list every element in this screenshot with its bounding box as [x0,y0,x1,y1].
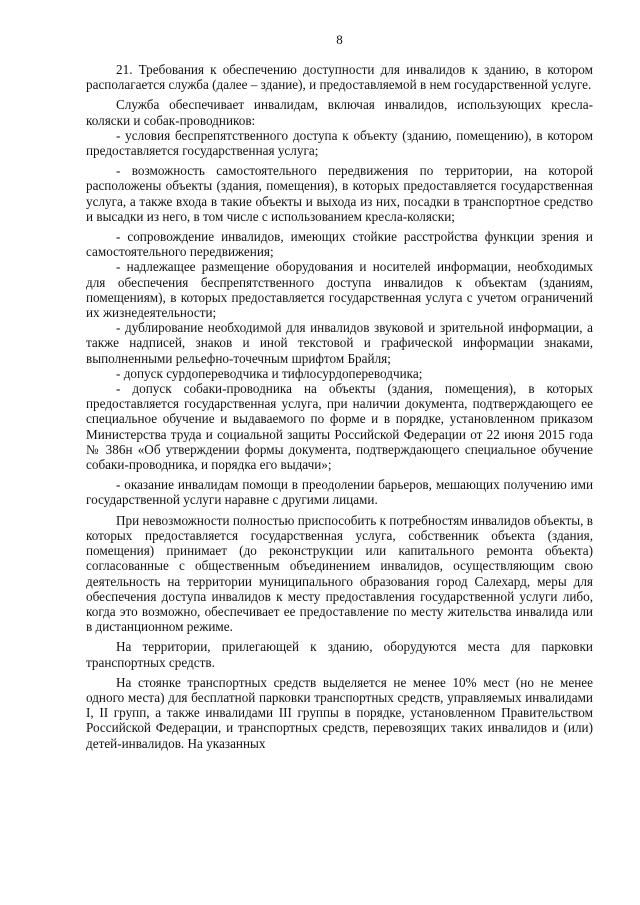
paragraph-service-provides: Служба обеспечивает инвалидам, включая инвалидов, использующих кресла-коляски и собак-проводников: [86,97,593,128]
paragraph-impossibility: При невозможности полностью приспособить к потребностям инвалидов объекты, в которых предоставляется государственная услуга, собственник объекта (здания, помещения) принимает (до реконструкции или капитального ремонта объекта) согласованные с общественным объединением инвалидов, осуществляющим свою деятельность на территории муниципального образования город Салехард, меры для обеспечения доступа инвалидов к месту предоставления государственной услуги либо, когда это возможно, обеспечивает ее предоставление по месту жительства инвалида или в дистанционном режиме. [86,512,593,635]
document-body [86,62,593,751]
list-item: - надлежащее размещение оборудования и носителей информации, необходимых для обеспечения беспрепятственного доступа инвалидов к объектам (зданиям, помещениям), в которых предоставляется государственная услуга с учетом ограничений их жизнедеятельности; [86,259,593,321]
paragraph-parking-territory: На территории, прилегающей к зданию, оборудуются места для парковки транспортных средств. [86,639,593,670]
list-item: - сопровождение инвалидов, имеющих стойкие расстройства функции зрения и самостоятельного передвижения; [86,229,593,260]
page-number: 8 [336,32,343,47]
list-item: - оказание инвалидам помощи в преодолении барьеров, мешающих получению ими государственной услуги наравне с другими лицами. [86,477,593,508]
list-item: - условия беспрепятственного доступа к объекту (зданию, помещению), в котором предоставляется государственная услуга; [86,127,593,159]
paragraph-requirements-heading: 21. Требования к обеспечению доступности для инвалидов к зданию, в котором располагается служба (далее – здание), и предоставляемой в нем государственной услуге. [86,62,593,93]
list-item: - допуск собаки-проводника на объекты (здания, помещения), в которых предоставляется государственная услуга, при наличии документа, подтверждающего ее специальное обучение и выдаваемого по форме и в порядке, установленном приказом Министерства труда и социальной защиты Российской Федерации от 22 июня 2015 года № 386н «Об утверждении формы документа, подтверждающего специальное обучение собаки-проводника, и порядка его выдачи»; [86,381,593,473]
list-item: - дублирование необходимой для инвалидов звуковой и зрительной информации, а также надписей, знаков и иной текстовой и графической информации знаками, выполненными рельефно-точечным шрифтом Брайля; [86,320,593,366]
list-item: - допуск сурдопереводчика и тифлосурдопереводчика; [116,365,423,381]
paragraph-parking-places: На стоянке транспортных средств выделяется не менее 10% мест (но не менее одного места) для бесплатной парковки транспортных средств, управляемых инвалидами I, II групп, а также инвалидами III группы в порядке, установленном Правительством Российской Федерации, и транспортных средств, перевозящих таких инвалидов и (или) детей-инвалидов. На указанных [86,674,593,751]
list-item: - возможность самостоятельного передвижения по территории, на которой расположены объекты (здания, помещения), в которых предоставляется государственная услуга, а также входа в такие объекты и выхода из них, посадки в транспортное средство и высадки из него, в том числе с использованием кресла-коляски; [86,163,593,224]
